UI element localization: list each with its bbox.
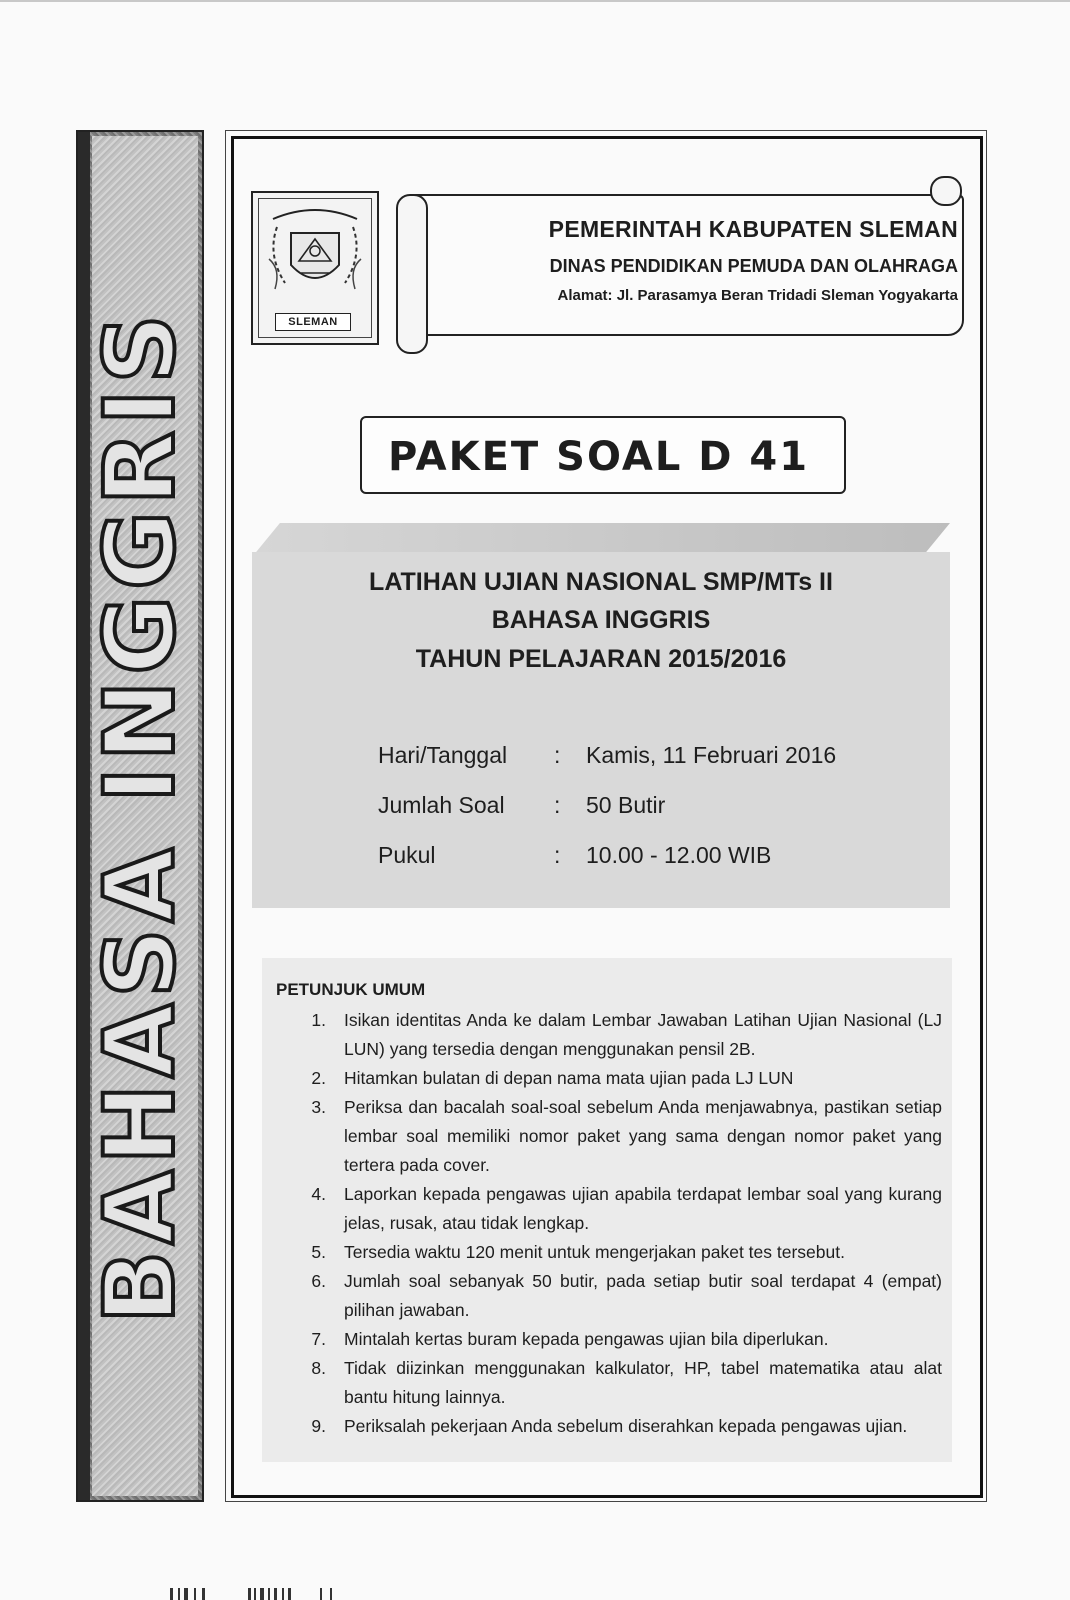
detail-label: Pukul — [378, 842, 436, 868]
scan-edge-line — [0, 0, 1070, 2]
instruction-text: Periksa dan bacalah soal-soal sebelum Anda menjawabnya, pastikan setiap lembar soal memiliki nomor paket yang sama dengan nomor paket yang tertera pada cover. — [344, 1097, 942, 1175]
scan-barcode-marks — [170, 1588, 370, 1600]
instruction-item — [306, 1093, 942, 1180]
scroll-curl-top — [930, 176, 962, 206]
instruction-item — [306, 1064, 942, 1093]
exam-detail-row — [378, 842, 771, 869]
detail-label: Jumlah Soal — [378, 792, 505, 818]
exam-title: LATIHAN UJIAN NASIONAL SMP/MTs II — [369, 568, 833, 596]
detail-separator: : — [554, 742, 561, 768]
instruction-number: 4. — [311, 1184, 326, 1204]
instruction-text: Jumlah soal sebanyak 50 butir, pada setiap butir soal terdapat 4 (empat) pilihan jawaban. — [344, 1271, 942, 1320]
instruction-number: 6. — [311, 1271, 326, 1291]
sleman-emblem-logo — [251, 191, 379, 345]
side-banner — [76, 130, 204, 1502]
instruction-number: 8. — [311, 1358, 326, 1378]
instruction-text: Isikan identitas Anda ke dalam Lembar Jawaban Latihan Ujian Nasional (LJ LUN) yang tersedia dengan menggunakan pensil 2B. — [344, 1010, 942, 1059]
instruction-text: Laporkan kepada pengawas ujian apabila terdapat lembar soal yang kurang jelas, rusak, atau tidak lengkap. — [344, 1184, 942, 1233]
instruction-number: 5. — [311, 1242, 326, 1262]
instruction-number: 3. — [311, 1097, 326, 1117]
instruction-text: Hitamkan bulatan di depan nama mata ujian pada LJ LUN — [344, 1068, 794, 1088]
instruction-item — [306, 1354, 942, 1412]
detail-separator: : — [554, 842, 561, 868]
scroll-roll-left — [396, 194, 428, 354]
detail-separator: : — [554, 792, 561, 818]
department-address: Alamat: Jl. Parasamya Beran Tridadi Sleman Yogyakarta — [557, 287, 958, 304]
instruction-number: 9. — [311, 1416, 326, 1436]
instruction-number: 2. — [311, 1068, 326, 1088]
instruction-text: Mintalah kertas buram kepada pengawas ujian bila diperlukan. — [344, 1329, 829, 1349]
instruction-text: Tersedia waktu 120 menit untuk mengerjakan paket tes tersebut. — [344, 1242, 845, 1262]
logo-banner-label: SLEMAN — [275, 313, 351, 331]
detail-label: Hari/Tanggal — [378, 742, 508, 768]
instruction-number: 7. — [311, 1329, 326, 1349]
detail-value: Kamis, 11 Februari 2016 — [586, 742, 837, 768]
department-name: DINAS PENDIDIKAN PEMUDA DAN OLAHRAGA — [549, 256, 958, 276]
exam-year: TAHUN PELAJARAN 2015/2016 — [415, 645, 787, 673]
instruction-text: Tidak diizinkan menggunakan kalkulator, HP, tabel matematika atau alat bantu hitung lainnya. — [344, 1358, 942, 1407]
exam-info-box — [252, 552, 950, 908]
detail-value: 10.00 - 12.00 WIB — [586, 842, 772, 868]
exam-subject: BAHASA INGGRIS — [491, 606, 711, 634]
instruction-item — [306, 1180, 942, 1238]
exam-detail-row — [378, 742, 836, 769]
government-name: PEMERINTAH KABUPATEN SLEMAN — [548, 216, 958, 242]
package-code-box: PAKET SOAL D 41 — [360, 416, 846, 494]
instruction-text: Periksalah pekerjaan Anda sebelum diserahkan kepada pengawas ujian. — [344, 1416, 908, 1436]
instruction-item — [306, 1325, 942, 1354]
general-instructions — [262, 958, 952, 1462]
instruction-number: 1. — [311, 1010, 326, 1030]
detail-value: 50 Butir — [586, 792, 666, 818]
side-banner-title: BAHASA INGGRIS — [84, 308, 196, 1324]
instruction-item — [306, 1412, 942, 1441]
instructions-title: PETUNJUK UMUM — [276, 980, 426, 999]
emblem-icon — [261, 199, 369, 311]
instruction-item — [306, 1006, 942, 1064]
instructions-list — [306, 1006, 942, 1441]
instruction-item — [306, 1238, 942, 1267]
instruction-item — [306, 1267, 942, 1325]
exam-detail-row — [378, 792, 665, 819]
